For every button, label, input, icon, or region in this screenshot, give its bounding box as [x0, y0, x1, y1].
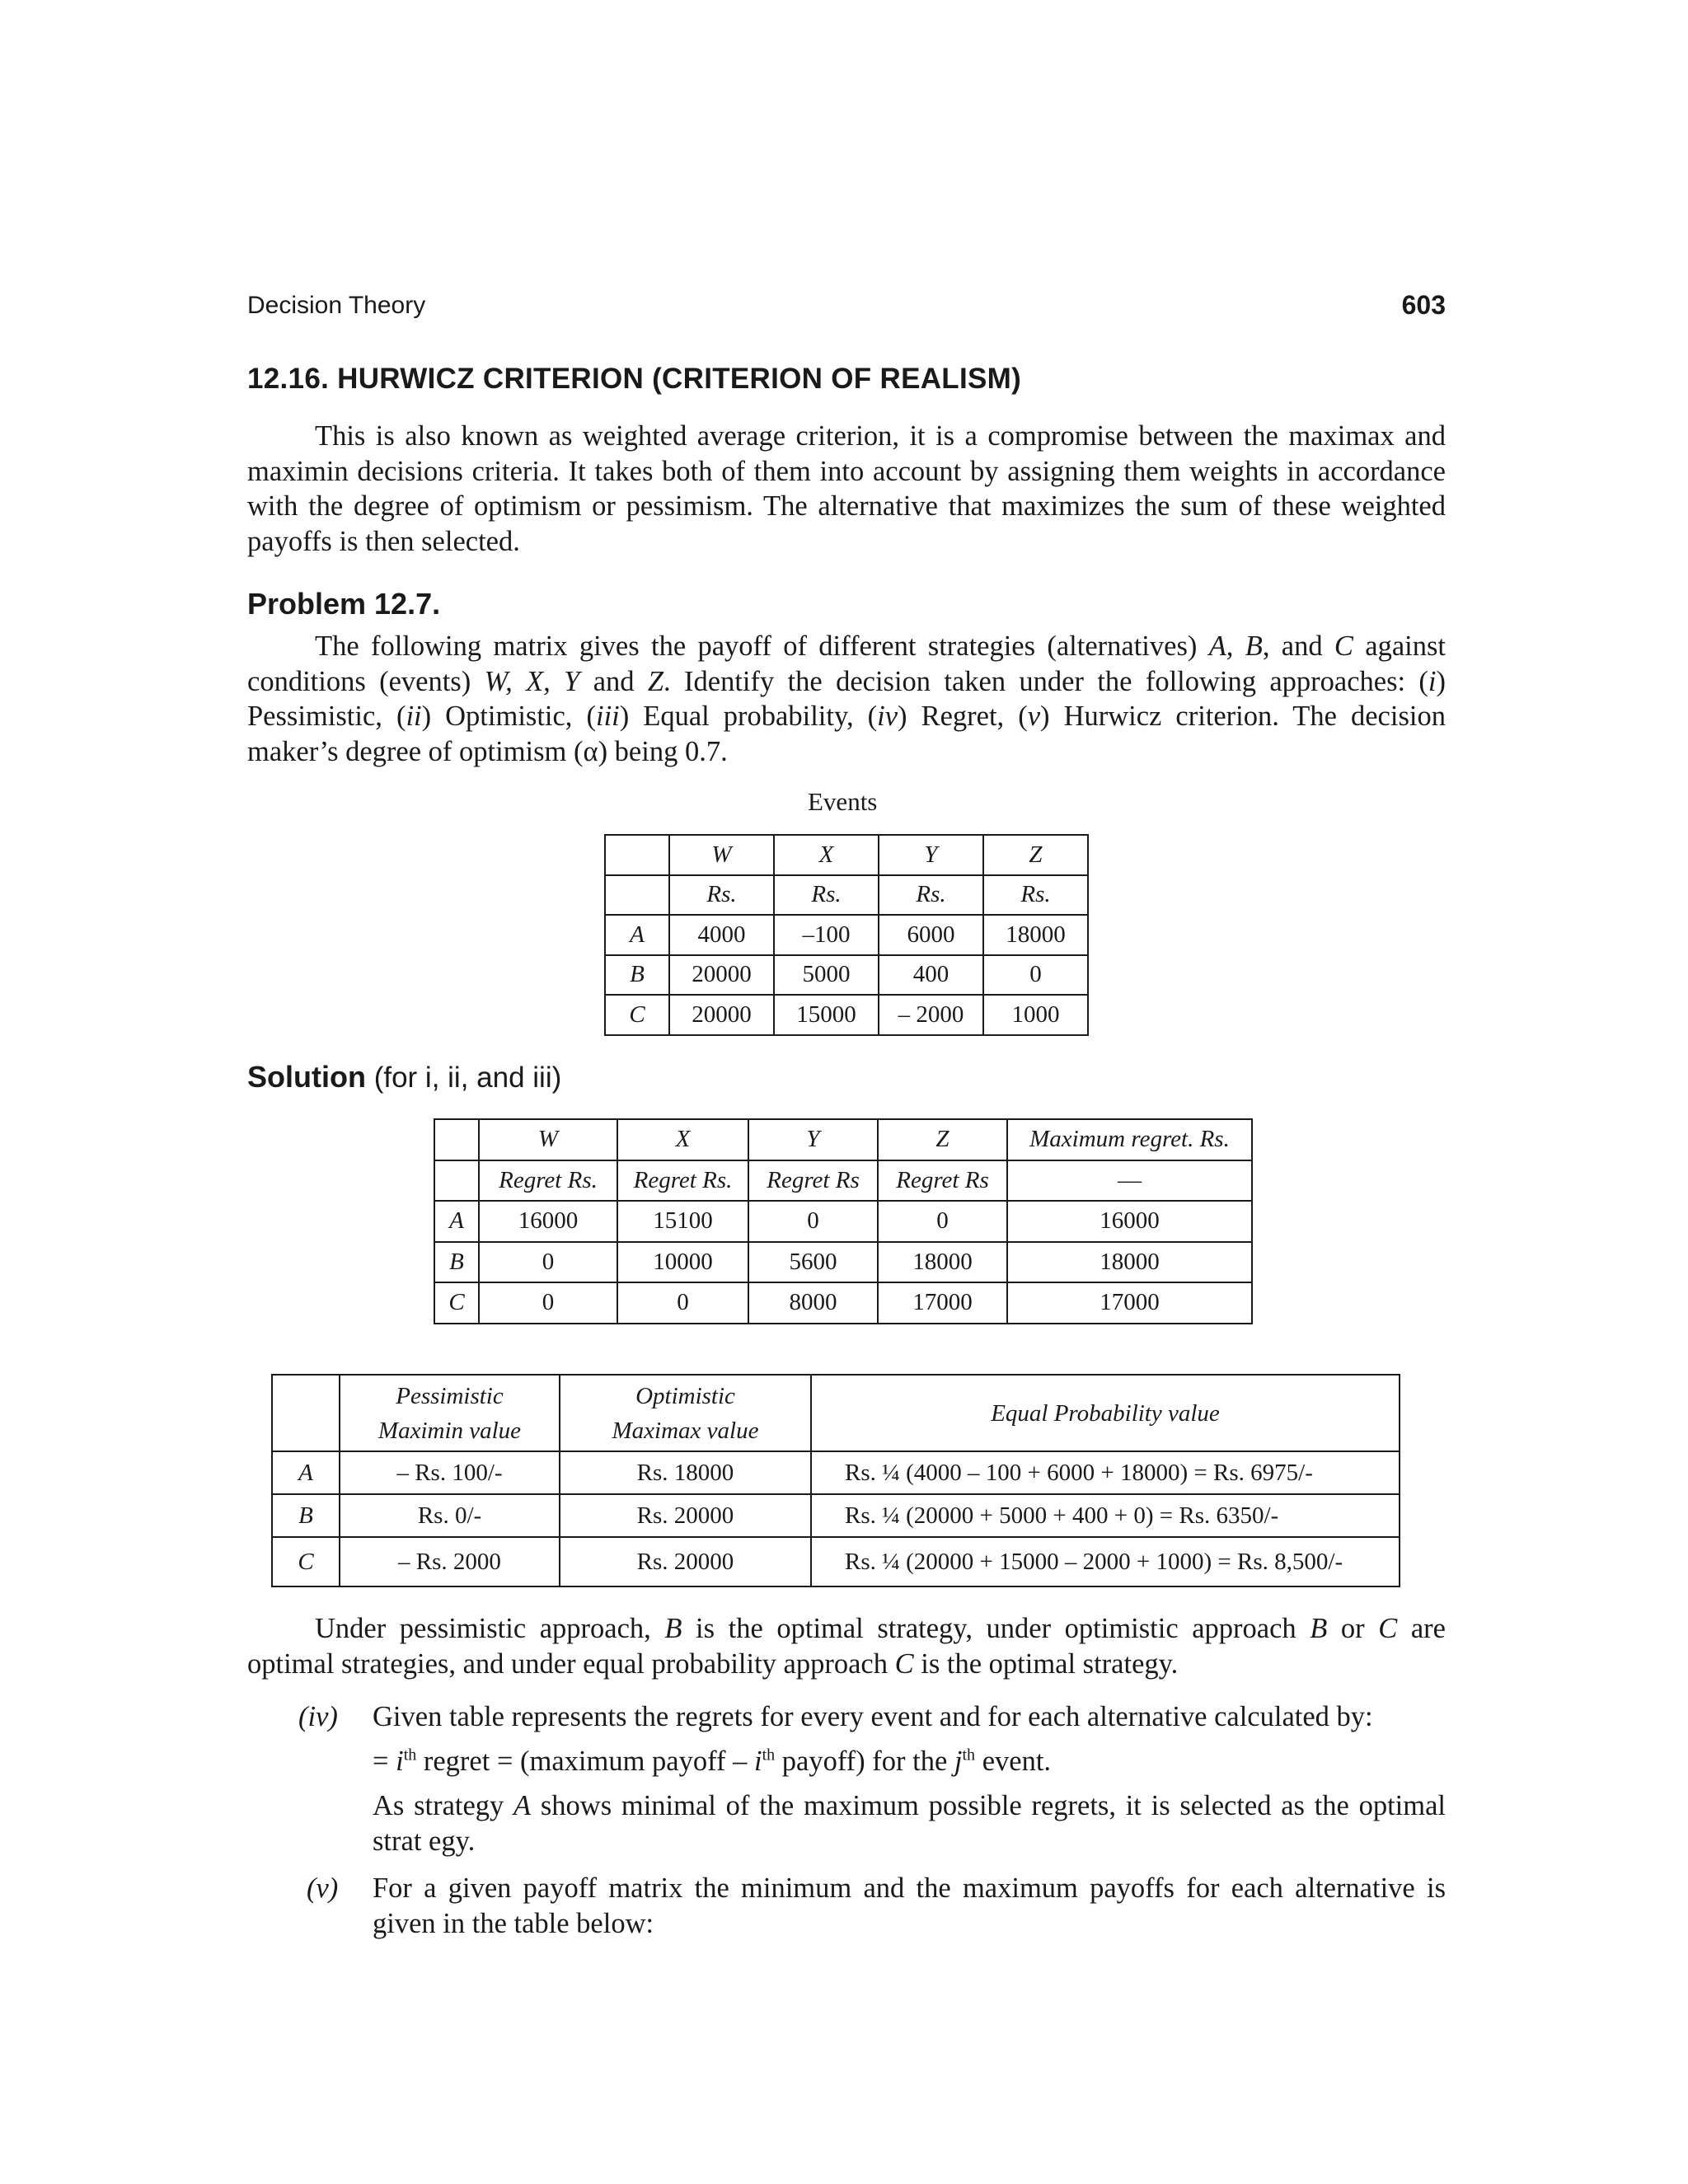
- table-cell: Rs. ¼ (20000 + 5000 + 400 + 0) = Rs. 6350/-: [811, 1494, 1400, 1537]
- row-label: C: [605, 995, 669, 1035]
- column-header: Z: [878, 1119, 1007, 1160]
- table-cell: 20000: [669, 955, 774, 996]
- table-cell: 18000: [878, 1242, 1007, 1283]
- table-row: [434, 1282, 1252, 1324]
- table-row: [605, 835, 1088, 875]
- section-title: 12.16. HURWICZ CRITERION (CRITERION OF REALISM): [247, 363, 1022, 395]
- table-cell: –100: [774, 915, 879, 955]
- table-cell: Rs. ¼ (20000 + 15000 – 2000 + 1000) = Rs. 8,500/-: [811, 1537, 1400, 1586]
- regret-table: [434, 1118, 1253, 1324]
- unit-header: Rs.: [774, 875, 879, 916]
- running-header-chapter: Decision Theory: [247, 292, 426, 319]
- table-cell: 8000: [748, 1282, 878, 1324]
- table-cell: 5000: [774, 955, 879, 996]
- table-cell: – Rs. 2000: [340, 1537, 560, 1586]
- table-cell: – 2000: [879, 995, 983, 1035]
- problem-title: Problem 12.7.: [247, 587, 441, 621]
- table-cell: 18000: [1007, 1242, 1252, 1283]
- table-row: [272, 1537, 1400, 1586]
- item-v-text: For a given payoff matrix the minimum and the maximum payoffs for each alternative is given in the table below:: [373, 1872, 1446, 1939]
- table-cell: 0: [983, 955, 1088, 996]
- column-header: Y: [879, 835, 983, 875]
- table-cell: 0: [479, 1282, 617, 1324]
- table-cell: – Rs. 100/-: [340, 1451, 560, 1494]
- table-row: [434, 1242, 1252, 1283]
- table-row: [605, 955, 1088, 996]
- table-cell: Rs. 18000: [560, 1451, 811, 1494]
- column-header: X: [617, 1119, 748, 1160]
- table-cell: 5600: [748, 1242, 878, 1283]
- unit-header: Rs.: [983, 875, 1088, 916]
- table-cell: Rs. 20000: [560, 1537, 811, 1586]
- table-cell: 18000: [983, 915, 1088, 955]
- sub-header: Regret Rs: [878, 1160, 1007, 1202]
- row-label: A: [434, 1201, 479, 1242]
- sub-header: Regret Rs: [748, 1160, 878, 1202]
- sub-header: —: [1007, 1160, 1252, 1202]
- table-cell: 4000: [669, 915, 774, 955]
- table-cell: 400: [879, 955, 983, 996]
- table-cell: 1000: [983, 995, 1088, 1035]
- events-label: Events: [808, 787, 878, 816]
- row-label: B: [272, 1494, 340, 1537]
- table-cell: 0: [617, 1282, 748, 1324]
- sub-header: Regret Rs.: [479, 1160, 617, 1202]
- column-header: Maximum regret. Rs.: [1007, 1119, 1252, 1160]
- unit-header: Rs.: [669, 875, 774, 916]
- column-header: Equal Probability value: [811, 1375, 1400, 1451]
- table-cell: 0: [479, 1242, 617, 1283]
- intro-paragraph: This is also known as weighted average criterion, it is a compromise between the maximax and maximin decisions criteria. It takes both of them into account by assigning them weights in accordance with the degree of optimism or pessimism. The alternative that maximizes the sum of these weighted payoffs is then selected.: [247, 420, 1446, 557]
- column-header: Z: [983, 835, 1088, 875]
- table-cell: 17000: [1007, 1282, 1252, 1324]
- conclusion-paragraph: Under pessimistic approach, B is the optimal strategy, under optimistic approach B or C are optimal strategies, and under equal probability approach C is the optimal strategy.: [247, 1613, 1446, 1680]
- table-row: [272, 1451, 1400, 1494]
- page-number: 603: [1401, 290, 1446, 320]
- table-row: [605, 875, 1088, 916]
- table-row: [605, 915, 1088, 955]
- table-cell: 10000: [617, 1242, 748, 1283]
- column-header: W: [479, 1119, 617, 1160]
- table-cell: 16000: [479, 1201, 617, 1242]
- column-header: Optimistic Maximax value: [560, 1375, 811, 1451]
- table-row: [272, 1375, 1400, 1451]
- table-cell: Rs. ¼ (4000 – 100 + 6000 + 18000) = Rs. 6975/-: [811, 1451, 1400, 1494]
- table-cell: 16000: [1007, 1201, 1252, 1242]
- item-number: (v): [307, 1872, 339, 1904]
- unit-header: Rs.: [879, 875, 983, 916]
- table-row: [434, 1160, 1252, 1202]
- table-cell: 20000: [669, 995, 774, 1035]
- row-label: B: [605, 955, 669, 996]
- item-iv-text: Given table represents the regrets for every event and for each alternative calculated by:: [373, 1701, 1373, 1732]
- table-cell: 6000: [879, 915, 983, 955]
- column-header: X: [774, 835, 879, 875]
- sub-header: Regret Rs.: [617, 1160, 748, 1202]
- problem-statement: The following matrix gives the payoff of different strategies (alternatives) A, B, and C against conditions (events) W, X, Y and Z. Identify the decision taken under the following approaches: (i) Pessimistic, (ii) Optimistic, (iii) Equal probability, (iv) Regret, (v) Hurwicz criterion. The decision maker’s degree of optimism (α) being 0.7.: [247, 630, 1447, 767]
- row-label: B: [434, 1242, 479, 1283]
- table-cell: 0: [748, 1201, 878, 1242]
- row-label: C: [434, 1282, 479, 1324]
- row-label: C: [272, 1537, 340, 1586]
- table-cell: Rs. 20000: [560, 1494, 811, 1537]
- table-row: [272, 1494, 1400, 1537]
- column-header: Y: [748, 1119, 878, 1160]
- table-cell: 15100: [617, 1201, 748, 1242]
- table-cell: Rs. 0/-: [340, 1494, 560, 1537]
- table-row: [434, 1201, 1252, 1242]
- item-number: (iv): [298, 1701, 338, 1732]
- column-header: Pessimistic Maximin value: [340, 1375, 560, 1451]
- row-label: A: [272, 1451, 340, 1494]
- table-cell: 15000: [774, 995, 879, 1035]
- solution-heading: Solution (for i, ii, and iii): [247, 1060, 562, 1094]
- table-cell: 0: [878, 1201, 1007, 1242]
- table-cell: 17000: [878, 1282, 1007, 1324]
- table-row: [605, 995, 1088, 1035]
- table-row: [434, 1119, 1252, 1160]
- column-header: W: [669, 835, 774, 875]
- payoff-table: [604, 834, 1089, 1036]
- summary-table: [271, 1374, 1400, 1587]
- row-label: A: [605, 915, 669, 955]
